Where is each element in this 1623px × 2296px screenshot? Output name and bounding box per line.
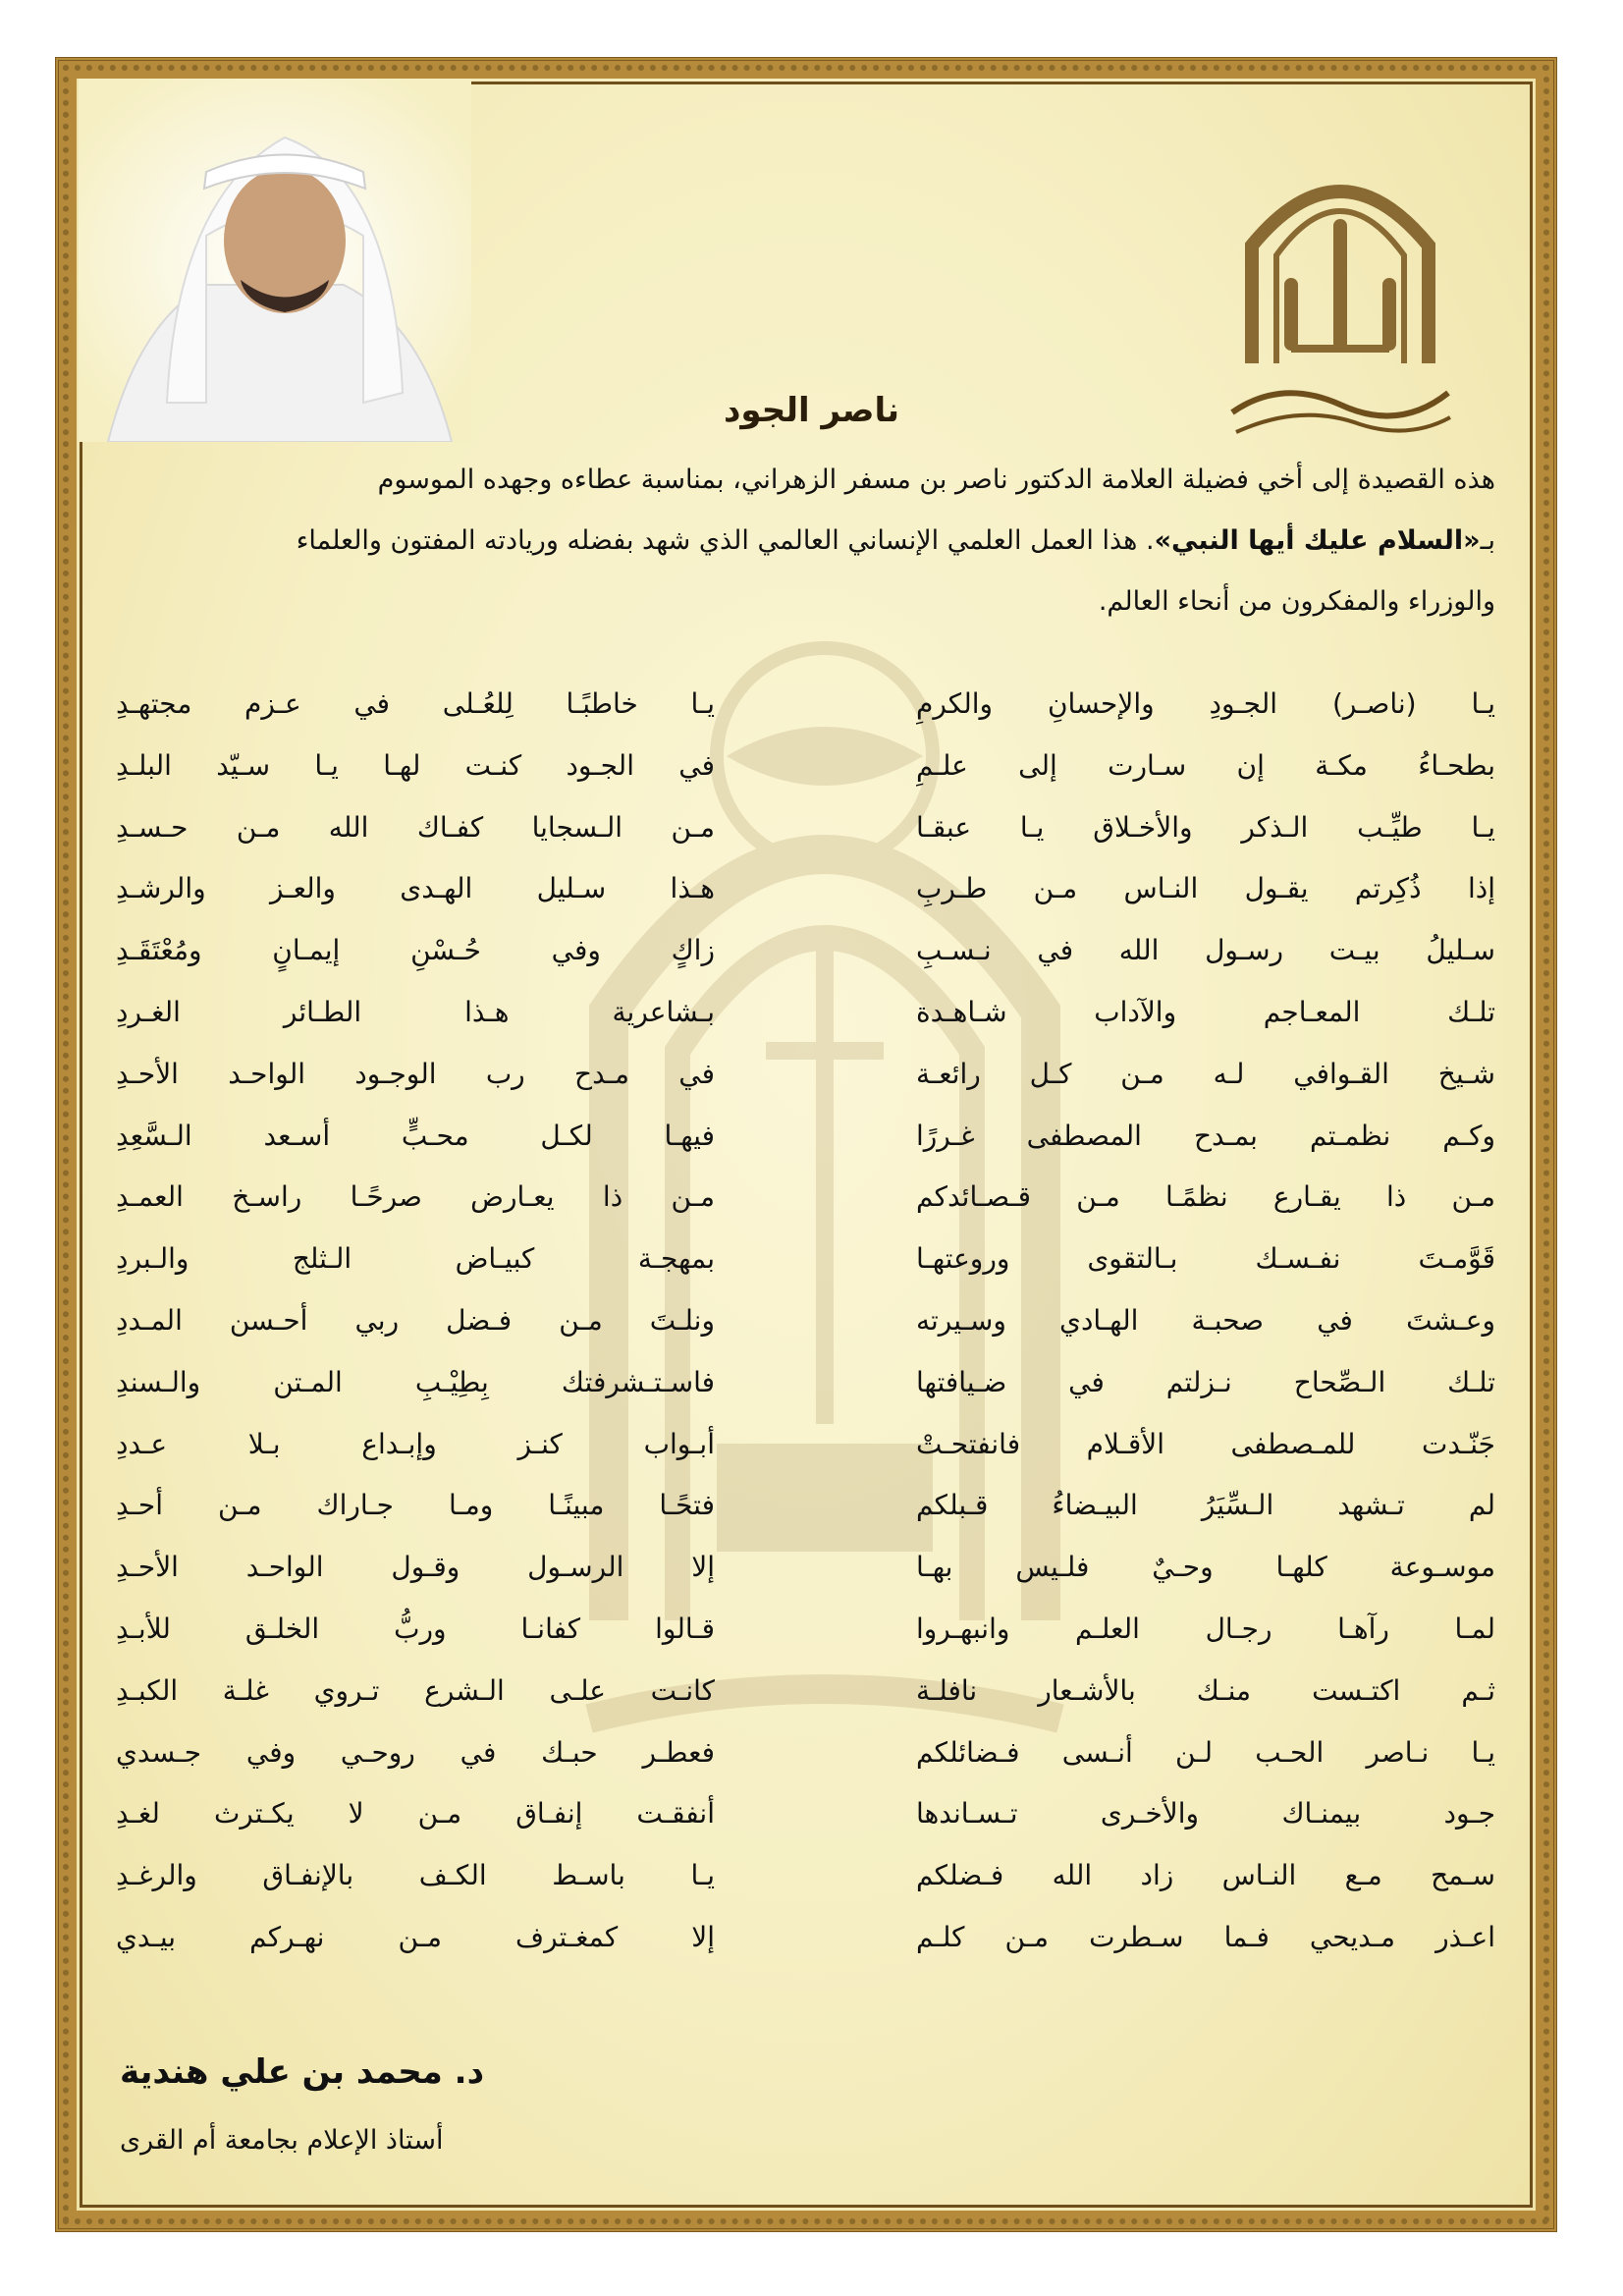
intro-line-3: والوزراء والمفكرون من أنحاء العالم. [1098, 586, 1495, 617]
intro-bold-title: «السلام عليك أيها النبي» [1154, 525, 1481, 556]
intro-line-1: هذه القصيدة إلى أخي فضيلة العلامة الدكتور ناصر بن مسفر الزهراني، بمناسبة عطاءه وجهده الموسوم [377, 465, 1495, 495]
verse-line: لم تـشهد الـسِّيَرُ البيـضاءُ قـبلكم [916, 1489, 1495, 1522]
verse-line: في مـدح رب الوجـود الواحـد الأحـدِ [116, 1057, 715, 1090]
poem-right-column [916, 674, 1495, 1969]
verse-line: أبـواب كنـز وإبـداع بـلا عـددِ [116, 1427, 715, 1460]
intro-paragraph [121, 450, 1495, 632]
verse-line: وكـم نظمـتم بمـدح المصطفى غـررًا [916, 1119, 1495, 1152]
verse-line: جَنّـدت للمـصطفى الأقـلام فانفتحـتْ [916, 1427, 1495, 1460]
verse-line: مـن ذا يقـارع نظمًـا مـن قـصـائدكم [916, 1180, 1495, 1214]
portrait-avatar [79, 79, 471, 442]
verse-line: يـا طيِّـب الـذكر والأخـلاق يـا عبقـا [916, 810, 1495, 844]
verse-line: موسـوعة كلهـا وحـيٌ فلـيس بهـا [916, 1551, 1495, 1584]
verse-line: وعـشتَ في صحبـة الهـادي وسـيرته [916, 1303, 1495, 1337]
verse-line: يـا (ناصـر) الجـودِ والإحسانِ والكرمِ [916, 687, 1495, 720]
verse-line: جـود بيمنـاك والأخـرى تـسـاندها [916, 1797, 1495, 1831]
verse-line: ونلـتَ مـن فـضل ربي أحـسن المـددِ [116, 1303, 715, 1337]
verse-line: هـذا سـليل الهـدى والعـز والرشـدِ [116, 872, 715, 905]
verse-line: ثـم اكتـست منـك بالأشـعار نافلـة [916, 1673, 1495, 1707]
verse-line: بمهجـة كبيـاض الـثلج والـبردِ [116, 1242, 715, 1276]
verse-line: يـا نـاصر الحـب لـن أنـسى فـضائلكم [916, 1735, 1495, 1769]
verse-line: شـيخ القـوافي لـه مـن كـل رائعـة [916, 1057, 1495, 1090]
verse-line: فيهـا لكـل محـبٍّ أسـعد الـسَّعِدِ [116, 1119, 715, 1152]
verse-line: فاسـتـشرفتك بِطِيْـبِ المـتن والـسندِ [116, 1365, 715, 1398]
author-name: د. محمد بن علي هندية [120, 2052, 485, 2092]
verse-line: مـن الـسجايا كفـاك الله مـن حـسـدِ [116, 810, 715, 844]
poem-title: ناصر الجود [723, 391, 900, 430]
intro-prefix: بـ [1480, 525, 1495, 556]
verse-line: تلـك المعـاجم والآداب شـاهـدة [916, 995, 1495, 1028]
verse-line: سـليلُ بيـت رسـول الله في نـسـبِ [916, 934, 1495, 967]
verse-line: مـن ذا يعـارض صرحًـا راسـخ العمـدِ [116, 1180, 715, 1214]
verse-line: فعطـر حبـك في روحـي وفي جـسدي [116, 1735, 715, 1769]
verse-line: فتحًـا مبينًـا ومـا جـاراك مـن أحـدِ [116, 1489, 715, 1522]
verse-line: يـا باسـط الكـف بالإنفـاق والرغـدِ [116, 1859, 715, 1892]
intro-line-2 [121, 511, 1495, 572]
poem-left-column [116, 674, 715, 1969]
verse-line: زاكٍ وفي حُـسْنِ إيمـانٍ ومُعْتَقَـدِ [116, 934, 715, 967]
verse-line: إلا كمغـترف مـن نهـركم بيـدي [116, 1920, 715, 1953]
author-title: أستاذ الإعلام بجامعة أم القرى [120, 2125, 444, 2156]
verse-line: بطحـاءُ مكـة إن سـارت إلى علـمِ [916, 748, 1495, 782]
verse-line: تلـك الـصِّحاح نـزلتم في ضـيافتها [916, 1365, 1495, 1398]
verse-line: لمـا رآهـا رجـال العلـم وانبهـروا [916, 1612, 1495, 1645]
verse-line: قَوَّمـتَ نفـسـك بـالتقوى وروعتهـا [916, 1242, 1495, 1276]
verse-line: اعـذر مـديحي فـما سـطرت مـن كلـم [916, 1920, 1495, 1953]
verse-line: كانـت علـى الـشرع تـروي غلـة الكبـدِ [116, 1673, 715, 1707]
verse-line: قـالوا كفانـا وربُّ الخلـق للأبـدِ [116, 1612, 715, 1645]
verse-line: بـشاعرية هـذا الطـائر الغـردِ [116, 995, 715, 1028]
verse-line: إذا ذُكِرتم يقـول النـاس مـن طـربِ [916, 872, 1495, 905]
verse-line: أنفقـت إنفـاق مـن لا يكـترث لغـدِ [116, 1797, 715, 1831]
verse-line: في الجـود كنـت لهـا يـا سـيّد البلـدِ [116, 748, 715, 782]
verse-line: سـمح مـع النـاس زاد الله فـضلكم [916, 1859, 1495, 1892]
verse-line: إلا الرسـول وقـول الواحـد الأحـدِ [116, 1551, 715, 1584]
intro-suffix: . هذا العمل العلمي الإنساني العالمي الذي شهد بفضله وريادته المفتون والعلماء [296, 525, 1155, 556]
verse-line: يـا خاطبًـا لِلعُـلى في عـزم مجتهـدِ [116, 687, 715, 720]
